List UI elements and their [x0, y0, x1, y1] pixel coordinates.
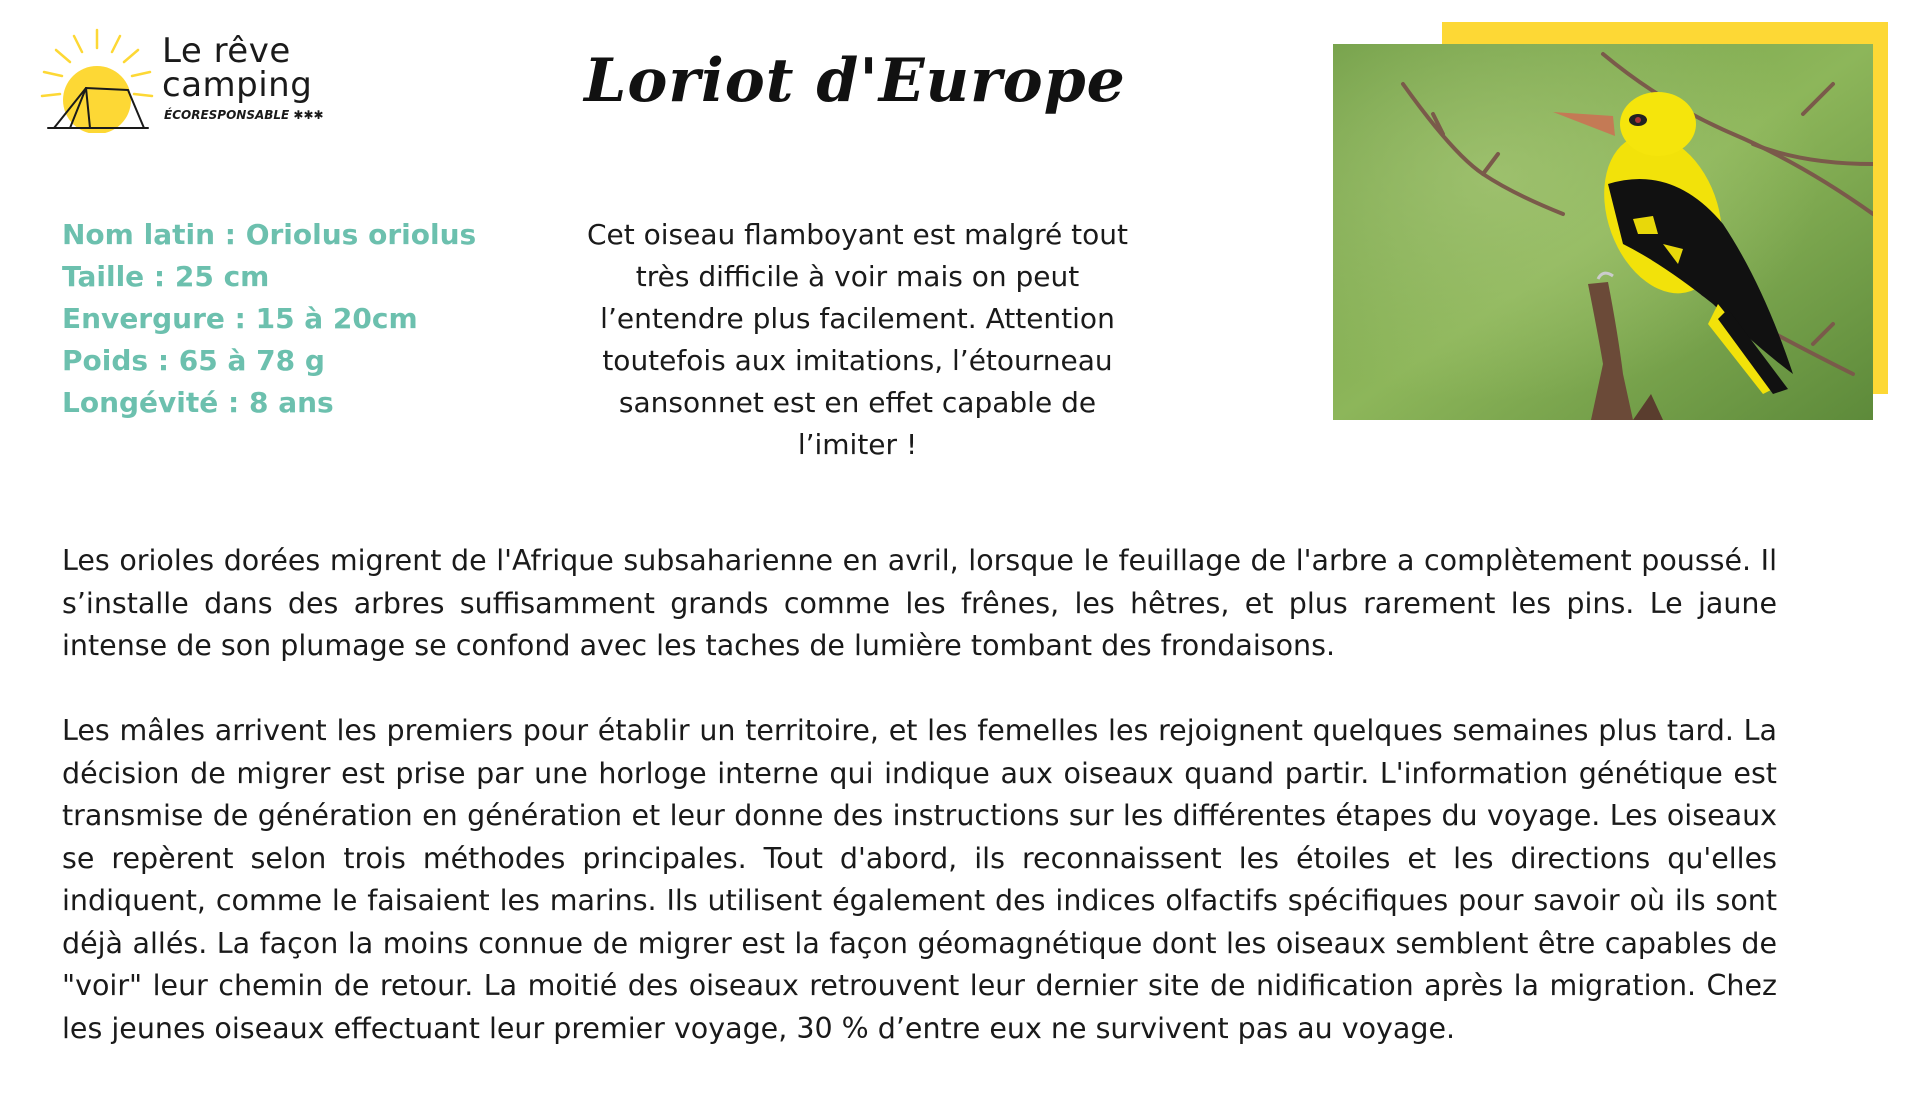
facts-list: [62, 214, 542, 424]
oriole-photo-icon: [1333, 44, 1873, 420]
sun-tent-logo-icon: [40, 28, 155, 133]
logo-line-2: camping: [162, 65, 313, 105]
fact-longevity: Longévité : 8 ans: [62, 386, 334, 419]
fact-size: Taille : 25 cm: [62, 260, 270, 293]
bird-photo: [1333, 44, 1873, 420]
page-title: Loriot d'Europe: [584, 46, 1126, 116]
fact-weight: Poids : 65 à 78 g: [62, 344, 325, 377]
body-text: [62, 540, 1777, 1093]
fact-wingspan: Envergure : 15 à 20cm: [62, 302, 418, 335]
paragraph-habitat: Les orioles dorées migrent de l'Afrique subsaharienne en avril, lorsque le feuillage de l'arbre a complètement poussé. Il s’installe dans des arbres suffisamment grands comme les frênes, les hêtres, et plus rarement les pins. Le jaune intense de son plumage se confond avec les taches de lumière tombant des frondaisons.: [62, 544, 1777, 662]
fact-latin-name: Nom latin : Oriolus oriolus: [62, 218, 477, 251]
logo-line-1: Le rêve: [162, 31, 291, 71]
camping-logo: [40, 28, 360, 133]
paragraph-migration: Les mâles arrivent les premiers pour établir un territoire, et les femelles les rejoignent quelques semaines plus tard. La décision de migrer est prise par une horloge interne qui indique aux oiseaux quand partir. L'information génétique est transmise de génération en génération et leur donne des instructions sur les différentes étapes du voyage. Les oiseaux se repèrent selon trois méthodes principales. Tout d'abord, ils reconnaissent les étoiles et les directions qu'elles indiquent, comme le faisaient les marins. Ils utilisent également des indices olfactifs spécifiques pour savoir où ils sont déjà allés. La façon la moins connue de migrer est la façon géomagnétique dont les oiseaux semblent être capables de "voir" leur chemin de retour. La moitié des oiseaux retrouvent leur dernier site de nidification après la migration. Chez les jeunes oiseaux effectuant leur premier voyage, 30 % d’entre eux ne survivent pas au voyage.: [62, 714, 1777, 1045]
intro-text: Cet oiseau flamboyant est malgré tout très difficile à voir mais on peut l’entendre plus facilement. Attention toutefois aux imitations, l’étourneau sansonnet est en effet capable de l’imiter !: [586, 218, 1129, 461]
logo-tagline: ÉCORESPONSABLE ✱✱✱: [164, 108, 324, 122]
